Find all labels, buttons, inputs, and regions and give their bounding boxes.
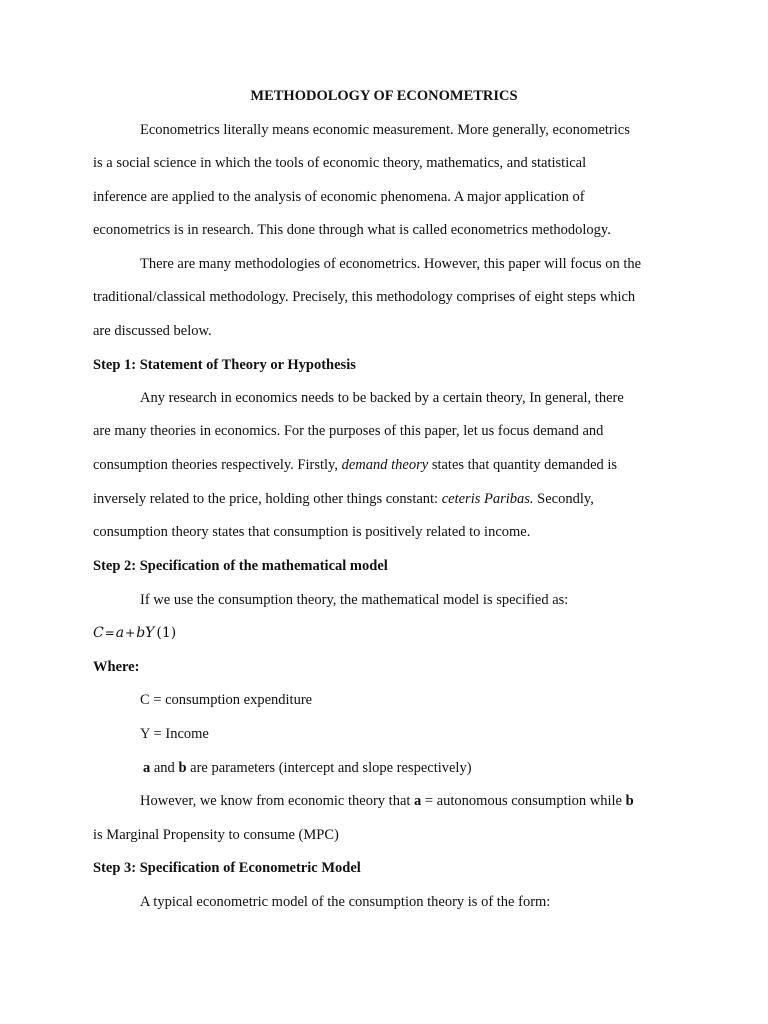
- intro-p1-line-4: econometrics is in research. This done through what is called econometrics methodology.: [93, 222, 611, 238]
- eq-a: a: [115, 625, 125, 641]
- ceteris-paribas-term: ceteris Paribas.: [441, 491, 534, 507]
- step2-intro: If we use the consumption theory, the mathematical model is specified as:: [140, 592, 569, 608]
- eq-b: b: [136, 625, 146, 641]
- however-a: a: [414, 793, 422, 809]
- step1-line-1: Any research in economics needs to be backed by a certain theory, In general, there: [140, 390, 624, 406]
- step1-line-3-pre: consumption theories respectively. Firstly,: [93, 457, 342, 473]
- eq-equals: =: [104, 626, 115, 640]
- step1-line-4-post: Secondly,: [533, 491, 594, 507]
- step1-line-4: [93, 489, 594, 509]
- param-a: a: [143, 760, 151, 776]
- step1-line-4-pre: inversely related to the price, holding other things constant:: [93, 491, 442, 507]
- params-and: and: [150, 760, 179, 776]
- parameters-line: [143, 758, 472, 778]
- params-rest: are parameters (intercept and slope respectively): [186, 760, 472, 776]
- intro-p2-line-3: are discussed below.: [93, 323, 212, 339]
- intro-p1-line-1: Econometrics literally means economic measurement. More generally, econometrics: [140, 122, 630, 138]
- param-b: b: [178, 760, 187, 776]
- document-title: METHODOLOGY OF ECONOMETRICS: [250, 88, 518, 104]
- step3-intro: A typical econometric model of the consumption theory is of the form:: [140, 894, 551, 910]
- intro-p2-line-2: traditional/classical methodology. Precisely, this methodology comprises of eight steps which: [93, 289, 636, 305]
- intro-p1-line-2: is a social science in which the tools of economic theory, mathematics, and statistical: [93, 155, 587, 171]
- step2-heading: Step 2: Specification of the mathematical model: [93, 558, 388, 574]
- consumption-equation: [93, 623, 176, 643]
- eq-plus: +: [125, 626, 136, 640]
- intro-p1-line-3: inference are applied to the analysis of economic phenomena. A major application of: [93, 189, 585, 205]
- however-pre: However, we know from economic theory that: [140, 793, 415, 809]
- step1-line-2: are many theories in economics. For the purposes of this paper, let us focus demand and: [93, 423, 604, 439]
- step1-line-3-post: states that quantity demanded is: [428, 457, 618, 473]
- intro-p2-line-1: There are many methodologies of econometrics. However, this paper will focus on the: [140, 256, 642, 272]
- eq-y: Y: [145, 625, 155, 641]
- step1-line-5: consumption theory states that consumption is positively related to income.: [93, 524, 531, 540]
- eq-c: C: [93, 625, 104, 641]
- demand-theory-term: demand theory: [341, 457, 429, 473]
- however-line: [140, 791, 634, 811]
- however-b: b: [625, 793, 634, 809]
- step1-heading: Step 1: Statement of Theory or Hypothesis: [93, 357, 356, 373]
- mpc-line: is Marginal Propensity to consume (MPC): [93, 827, 339, 843]
- definition-c: C = consumption expenditure: [140, 692, 313, 708]
- however-mid: = autonomous consumption while: [421, 793, 626, 809]
- step1-line-3: [93, 455, 617, 475]
- eq-number: (1): [156, 625, 177, 641]
- definition-y: Y = Income: [140, 726, 209, 742]
- step3-heading: Step 3: Specification of Econometric Model: [93, 860, 361, 876]
- where-label: Where:: [93, 659, 140, 675]
